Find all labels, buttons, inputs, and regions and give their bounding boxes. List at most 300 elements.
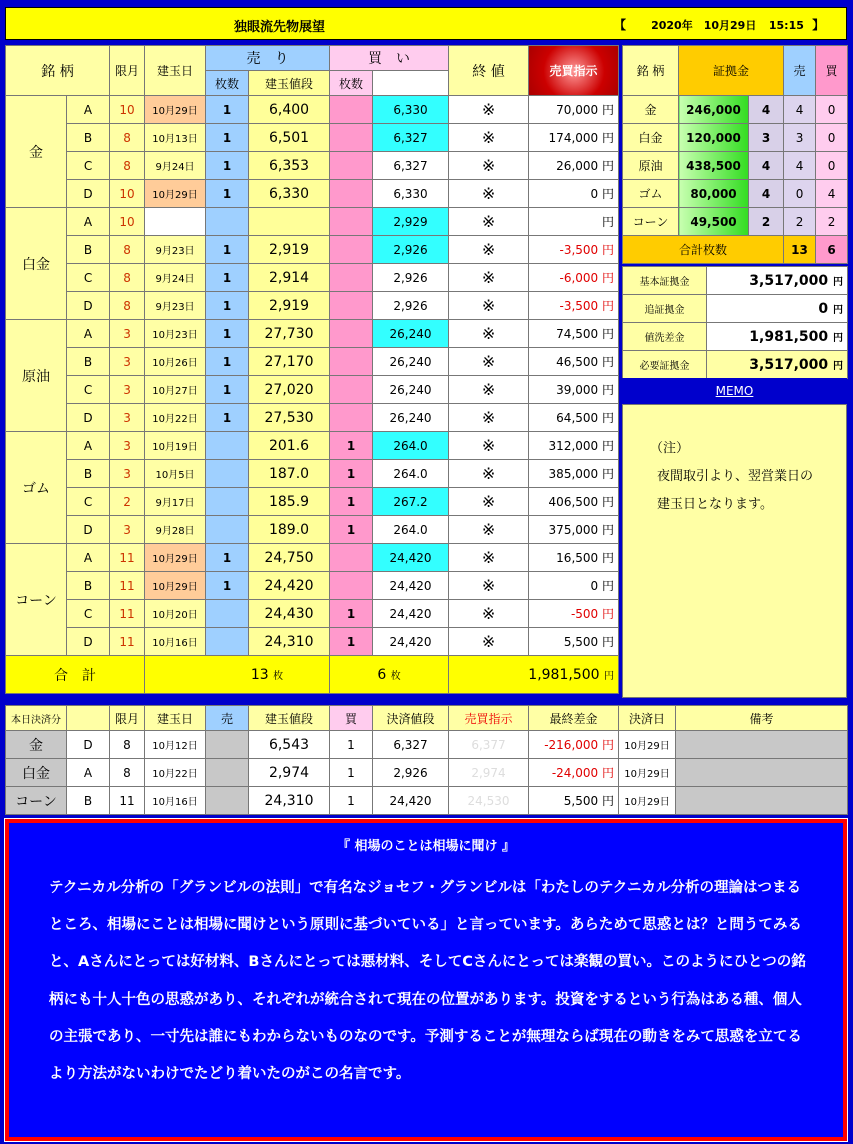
entry-price: 27,730	[249, 320, 330, 348]
contract-month: 3	[110, 432, 145, 460]
sell-qty: 1	[206, 292, 249, 320]
instruction-mark: ※	[449, 180, 529, 208]
summary-value	[707, 267, 848, 295]
contract-month: 8	[110, 292, 145, 320]
date-text: 2020年 10月29日	[651, 19, 757, 32]
buy-qty	[330, 404, 373, 432]
diff-value: 39,000	[556, 383, 599, 397]
memo-note-label: （注）	[650, 441, 690, 456]
contract-month: 11	[110, 628, 145, 656]
contract-code: B	[67, 348, 110, 376]
group-name: 原油	[6, 320, 67, 432]
page-title: 独眼流先物展望	[234, 20, 326, 35]
contract-code: A	[67, 544, 110, 572]
entry-price: 24,310	[249, 628, 330, 656]
summary-label: 追証拠金	[623, 295, 707, 323]
margin-total-buy: 6	[816, 236, 848, 264]
settle-diff	[529, 787, 619, 815]
yen-unit: 円	[602, 355, 615, 369]
margin-units: 4	[749, 152, 784, 180]
diff-value: -6,000	[559, 271, 599, 285]
instruction-mark: ※	[449, 628, 529, 656]
sell-qty: 1	[206, 320, 249, 348]
instruction-mark: ※	[449, 96, 529, 124]
diff-value: 26,000	[556, 159, 599, 173]
quote-box	[5, 819, 847, 1141]
contract-code: D	[67, 404, 110, 432]
margin-name: 原油	[623, 152, 679, 180]
entry-date: 10月22日	[145, 404, 206, 432]
diff-value: 64,500	[556, 411, 599, 425]
margin-buy: 0	[816, 96, 848, 124]
margin-sell: 4	[784, 96, 816, 124]
buy-qty: 1	[330, 460, 373, 488]
contract-code: B	[67, 572, 110, 600]
settle-note	[676, 787, 848, 815]
memo-title[interactable]: MEMO	[622, 378, 847, 404]
table-row	[6, 264, 619, 292]
sell-qty	[206, 628, 249, 656]
settle-price: 6,543	[249, 731, 330, 759]
entry-date: 10月20日	[145, 600, 206, 628]
contract-month: 8	[110, 152, 145, 180]
close-price: 24,420	[373, 628, 449, 656]
entry-price: 6,353	[249, 152, 330, 180]
margin-name: ゴム	[623, 180, 679, 208]
sell-qty: 1	[206, 376, 249, 404]
settle-price: 2,974	[249, 759, 330, 787]
margin-amount: 438,500	[679, 152, 749, 180]
contract-code: C	[67, 264, 110, 292]
close-price: 264.0	[373, 516, 449, 544]
yen-unit: 円	[602, 495, 615, 509]
contract-month: 2	[110, 488, 145, 516]
summary-row	[623, 351, 848, 379]
header-kai-maisu: 枚数	[330, 71, 373, 96]
entry-price: 2,914	[249, 264, 330, 292]
summary-row	[623, 323, 848, 351]
table-row	[6, 544, 619, 572]
entry-price: 27,530	[249, 404, 330, 432]
total-buy-count: 6	[377, 666, 387, 683]
settle-day: 10月29日	[619, 787, 676, 815]
summary-label: 値洗差金	[623, 323, 707, 351]
yen-unit: 円	[602, 383, 615, 397]
contract-month: 3	[110, 516, 145, 544]
contract-month: 8	[110, 264, 145, 292]
sell-qty	[206, 460, 249, 488]
entry-price: 24,430	[249, 600, 330, 628]
contract-month: 10	[110, 180, 145, 208]
header-tatene: 建玉値段	[249, 71, 330, 96]
settle-price: 24,310	[249, 787, 330, 815]
entry-date: 9月23日	[145, 292, 206, 320]
summary-value	[707, 295, 848, 323]
instruction-mark: ※	[449, 124, 529, 152]
sell-qty: 1	[206, 544, 249, 572]
summary-value	[707, 323, 848, 351]
settle-sell	[206, 759, 249, 787]
margin-row	[623, 208, 848, 236]
diff-amount	[529, 404, 619, 432]
sell-qty: 1	[206, 404, 249, 432]
settle-header-baibai: 売買指示	[449, 706, 529, 731]
instruction-mark: ※	[449, 376, 529, 404]
contract-code: C	[67, 488, 110, 516]
close-price: 26,240	[373, 320, 449, 348]
contract-code: C	[67, 152, 110, 180]
settle-month: 8	[110, 759, 145, 787]
diff-amount	[529, 292, 619, 320]
entry-price: 6,330	[249, 180, 330, 208]
settle-header-tatebi: 建玉日	[145, 706, 206, 731]
contract-code: C	[67, 376, 110, 404]
header-uri: 売 り	[206, 46, 330, 71]
contract-code: D	[67, 628, 110, 656]
close-price: 6,327	[373, 124, 449, 152]
entry-price: 187.0	[249, 460, 330, 488]
yen-unit: 円	[602, 299, 615, 313]
margin-total-sell: 13	[784, 236, 816, 264]
entry-price: 27,170	[249, 348, 330, 376]
margin-name: 白金	[623, 124, 679, 152]
entry-price: 2,919	[249, 236, 330, 264]
diff-amount	[529, 600, 619, 628]
table-row	[6, 572, 619, 600]
table-row	[6, 376, 619, 404]
diff-amount	[529, 96, 619, 124]
yen-unit: 円	[602, 467, 615, 481]
settle-header-saishu: 最終差金	[529, 706, 619, 731]
diff-amount	[529, 572, 619, 600]
margin-table	[622, 45, 848, 264]
diff-value: 16,500	[556, 551, 599, 565]
diff-amount	[529, 544, 619, 572]
diff-value: 406,500	[548, 495, 599, 509]
instruction-mark: ※	[449, 208, 529, 236]
instruction-mark: ※	[449, 264, 529, 292]
group-name: コーン	[6, 544, 67, 656]
table-row	[6, 404, 619, 432]
margin-name: 金	[623, 96, 679, 124]
close-price: 26,240	[373, 376, 449, 404]
settle-sell	[206, 787, 249, 815]
yen-unit: 円	[602, 103, 615, 117]
close-price: 26,240	[373, 348, 449, 376]
diff-amount	[529, 124, 619, 152]
entry-date: 10月5日	[145, 460, 206, 488]
summary-label: 基本証拠金	[623, 267, 707, 295]
instruction-mark: ※	[449, 236, 529, 264]
summary-value	[707, 351, 848, 379]
contract-month: 11	[110, 544, 145, 572]
margin-buy: 2	[816, 208, 848, 236]
table-row	[6, 488, 619, 516]
time-text: 15:15	[768, 19, 804, 32]
diff-amount	[529, 516, 619, 544]
yen-unit: 円	[602, 243, 615, 257]
yen-unit: 円	[833, 304, 843, 316]
close-price: 24,420	[373, 600, 449, 628]
entry-price: 185.9	[249, 488, 330, 516]
header-meigara: 銘 柄	[6, 46, 110, 96]
entry-price: 6,400	[249, 96, 330, 124]
unit: 枚	[390, 670, 401, 682]
diff-amount	[529, 264, 619, 292]
sell-qty	[206, 208, 249, 236]
settlement-row	[6, 787, 848, 815]
quote-title: 『 相場のことは相場に聞け 』	[336, 839, 516, 854]
header-owarine: 終 値	[449, 46, 529, 96]
total-sell-count: 13	[250, 666, 269, 683]
yen-unit: 円	[601, 794, 614, 808]
close-price: 6,330	[373, 180, 449, 208]
buy-qty	[330, 208, 373, 236]
settle-diff	[529, 759, 619, 787]
margin-sell: 0	[784, 180, 816, 208]
header-kai: 買 い	[330, 46, 449, 71]
entry-price: 6,501	[249, 124, 330, 152]
contract-month: 11	[110, 572, 145, 600]
settle-buy: 1	[330, 731, 373, 759]
close-price: 6,330	[373, 96, 449, 124]
yen-unit: 円	[833, 360, 843, 372]
settle-code: D	[67, 731, 110, 759]
margin-amount: 49,500	[679, 208, 749, 236]
group-name: 金	[6, 96, 67, 208]
yen-unit: 円	[602, 327, 615, 341]
margin-buy: 0	[816, 152, 848, 180]
contract-month: 10	[110, 96, 145, 124]
margin-header-buy: 買	[816, 46, 848, 96]
close-price: 24,420	[373, 572, 449, 600]
entry-date: 9月23日	[145, 236, 206, 264]
memo-box	[622, 404, 847, 698]
total-diff	[449, 656, 619, 694]
quote-body: テクニカル分析の「グランビルの法則」で有名なジョセフ・グランビルは「わたしのテクニカル分析の理論はつまるところ、相場にことは相場に聞けという原則に基づいている」と言っています。あらためて思惑とは？と問うてみると、Aさんにとっては好材料、Bさんにとっては悪材料、そしてCさんにとっては楽観の買い。このようにひとつの銘柄にも十人十色の思惑があり、それぞれが統合されて現在の位置があります。投資をするという行為はある種、個人の主張であり、一寸先は誰にもわからないものなのです。予測することが無理ならば現在の動きをみて思惑を立てるより方法がないわけでたどり着いたのがこの名言です。	[49, 880, 806, 1083]
table-row	[6, 180, 619, 208]
settle-buy: 1	[330, 759, 373, 787]
diff-amount	[529, 180, 619, 208]
buy-qty	[330, 236, 373, 264]
settle-instruction: 24,530	[449, 787, 529, 815]
summary-amount: 1,981,500	[749, 328, 829, 345]
entry-date: 10月26日	[145, 348, 206, 376]
buy-qty	[330, 348, 373, 376]
diff-value: 46,500	[556, 355, 599, 369]
total-sell	[145, 656, 330, 694]
contract-code: B	[67, 124, 110, 152]
settle-header-label: 本日決済分	[6, 706, 67, 731]
sell-qty	[206, 488, 249, 516]
buy-qty	[330, 96, 373, 124]
settle-header-kessai: 決済値段	[373, 706, 449, 731]
table-row	[6, 320, 619, 348]
diff-value: 385,000	[548, 467, 599, 481]
sell-qty	[206, 516, 249, 544]
settle-day: 10月29日	[619, 731, 676, 759]
margin-units: 4	[749, 96, 784, 124]
diff-value: -3,500	[559, 243, 599, 257]
settle-settle-price: 6,327	[373, 731, 449, 759]
entry-date: 10月29日	[145, 180, 206, 208]
entry-date: 10月13日	[145, 124, 206, 152]
yen-unit: 円	[833, 332, 843, 344]
diff-value: -500	[570, 607, 599, 621]
table-row	[6, 600, 619, 628]
diff-value: 0	[590, 187, 599, 201]
settlement-row	[6, 731, 848, 759]
diff-amount	[529, 460, 619, 488]
settle-note	[676, 759, 848, 787]
buy-qty	[330, 180, 373, 208]
settle-header-uri: 売	[206, 706, 249, 731]
sell-qty: 1	[206, 180, 249, 208]
settle-date: 10月22日	[145, 759, 206, 787]
settle-note	[676, 731, 848, 759]
instruction-mark: ※	[449, 488, 529, 516]
table-row	[6, 96, 619, 124]
yen-unit: 円	[602, 187, 615, 201]
diff-value: 312,000	[548, 439, 599, 453]
total-diff-value: 1,981,500	[528, 666, 600, 683]
contract-month: 8	[110, 124, 145, 152]
margin-sell: 3	[784, 124, 816, 152]
settle-day: 10月29日	[619, 759, 676, 787]
settle-diff-value: 5,500	[563, 794, 599, 808]
settle-date: 10月16日	[145, 787, 206, 815]
settle-header-gengetsu: 限月	[110, 706, 145, 731]
close-price: 2,926	[373, 236, 449, 264]
entry-price: 2,919	[249, 292, 330, 320]
buy-qty: 1	[330, 432, 373, 460]
buy-qty	[330, 292, 373, 320]
yen-unit: 円	[604, 670, 615, 682]
close-price: 2,926	[373, 264, 449, 292]
entry-date: 9月28日	[145, 516, 206, 544]
settle-date: 10月12日	[145, 731, 206, 759]
diff-amount	[529, 348, 619, 376]
buy-qty	[330, 124, 373, 152]
margin-buy: 4	[816, 180, 848, 208]
summary-table	[622, 266, 848, 379]
entry-date: 10月27日	[145, 376, 206, 404]
diff-value: 174,000	[548, 131, 599, 145]
diff-amount	[529, 236, 619, 264]
settle-code: B	[67, 787, 110, 815]
table-row	[6, 348, 619, 376]
header-tatebi: 建玉日	[145, 46, 206, 96]
contract-month: 3	[110, 376, 145, 404]
yen-unit: 円	[602, 131, 615, 145]
settle-settle-price: 24,420	[373, 787, 449, 815]
entry-date: 9月24日	[145, 264, 206, 292]
entry-date: 10月23日	[145, 320, 206, 348]
settle-header-biko: 備考	[676, 706, 848, 731]
instruction-mark: ※	[449, 516, 529, 544]
bracket-close: 】	[812, 18, 825, 32]
settle-name: 白金	[6, 759, 67, 787]
datetime-display	[614, 16, 824, 33]
summary-amount: 3,517,000	[749, 272, 829, 289]
close-price: 24,420	[373, 544, 449, 572]
close-price: 6,327	[373, 152, 449, 180]
settle-diff-value: -24,000	[551, 766, 599, 780]
contract-month: 8	[110, 236, 145, 264]
yen-unit: 円	[602, 607, 615, 621]
sell-qty: 1	[206, 236, 249, 264]
buy-qty	[330, 544, 373, 572]
contract-code: D	[67, 292, 110, 320]
margin-amount: 246,000	[679, 96, 749, 124]
margin-sell: 4	[784, 152, 816, 180]
table-row	[6, 432, 619, 460]
summary-row	[623, 267, 848, 295]
group-name: ゴム	[6, 432, 67, 544]
buy-qty	[330, 320, 373, 348]
buy-qty	[330, 264, 373, 292]
diff-value: -3,500	[559, 299, 599, 313]
contract-month: 3	[110, 348, 145, 376]
table-row	[6, 236, 619, 264]
contract-month: 10	[110, 208, 145, 236]
instruction-mark: ※	[449, 432, 529, 460]
close-price: 26,240	[373, 404, 449, 432]
margin-name: コーン	[623, 208, 679, 236]
sell-qty	[206, 600, 249, 628]
entry-price: 24,750	[249, 544, 330, 572]
settlement-table	[5, 705, 848, 815]
close-price: 2,926	[373, 292, 449, 320]
summary-row	[623, 295, 848, 323]
margin-header-sell: 売	[784, 46, 816, 96]
group-name: 白金	[6, 208, 67, 320]
instruction-mark: ※	[449, 544, 529, 572]
buy-qty: 1	[330, 628, 373, 656]
settle-settle-price: 2,926	[373, 759, 449, 787]
table-row	[6, 208, 619, 236]
entry-price	[249, 208, 330, 236]
settle-instruction: 2,974	[449, 759, 529, 787]
yen-unit: 円	[602, 579, 615, 593]
entry-price: 201.6	[249, 432, 330, 460]
table-row	[6, 516, 619, 544]
settle-sell	[206, 731, 249, 759]
diff-value: 0	[590, 579, 599, 593]
yen-unit: 円	[602, 159, 615, 173]
close-price: 2,929	[373, 208, 449, 236]
diff-amount	[529, 208, 619, 236]
settle-buy: 1	[330, 787, 373, 815]
header-baibai: 売買指示	[529, 46, 619, 96]
margin-units: 2	[749, 208, 784, 236]
buy-qty: 1	[330, 488, 373, 516]
contract-code: B	[67, 236, 110, 264]
sell-qty: 1	[206, 96, 249, 124]
diff-value: 74,500	[556, 327, 599, 341]
yen-unit: 円	[602, 551, 615, 565]
margin-row	[623, 180, 848, 208]
settle-header-tatene: 建玉値段	[249, 706, 330, 731]
contract-month: 3	[110, 404, 145, 432]
margin-total-label: 合計枚数	[623, 236, 784, 264]
sell-qty: 1	[206, 348, 249, 376]
settle-month: 8	[110, 731, 145, 759]
yen-unit: 円	[601, 738, 614, 752]
summary-amount: 3,517,000	[749, 356, 829, 373]
contract-code: A	[67, 96, 110, 124]
diff-value: 70,000	[556, 103, 599, 117]
